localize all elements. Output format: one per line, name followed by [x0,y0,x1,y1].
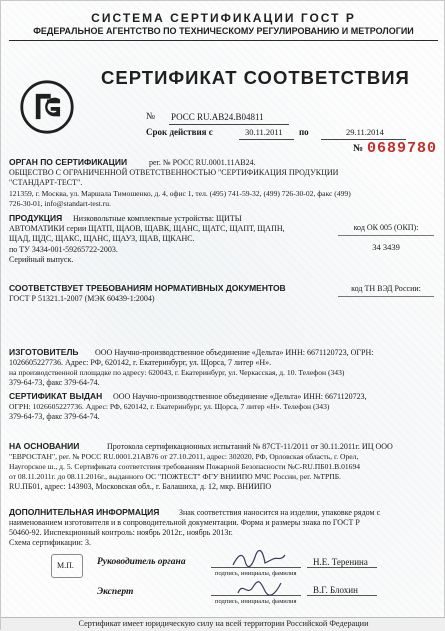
additional-line-1: Знак соответствия наносится на изделии, упаковке рядом с [179,508,381,517]
additional-info-label: ДОПОЛНИТЕЛЬНАЯ ИНФОРМАЦИЯ [9,507,160,517]
additional-line-3: 50460-92. Инспекционный контроль: ноябрь 2012г., ноябрь 2013г. [9,528,233,537]
basis-line-5: RU.ПБ01, адрес: 143903, Московская обл., г. Балашиха, д. 12, мкр. ВНИИПО [9,482,272,491]
organ-line-3: 121359, г. Москва, ул. Маршала Тимошенко, д. 4, офис 1, тел. (495) 741-59-32, (499) 726-30-02, факс (499) [9,189,351,198]
certificate-title: СЕРТИФИКАТ СООТВЕТСТВИЯ [101,67,410,88]
form-number-sign: № [353,143,364,154]
number-underline [169,124,289,125]
okp-label: код ОК 005 (ОКП): [353,223,419,232]
product-line-1: Низковольтные комплектные устройства: ЩИТЫ [73,214,242,223]
system-title: СИСТЕМА СЕРТИФИКАЦИИ ГОСТ Р [91,11,356,25]
footer-text: Сертификат имеет юридическую силу на всей территории Российской Федерации [78,619,369,628]
basis-line-4: от 08.11.2011г. до 08.11.2016г., выданного ОС "ПОЖТЕСТ" ФГУ ВНИИПО МЧС России, рег. №ТРПБ. [9,472,341,481]
organ-line-4: 726-30-01, info@standart-test.ru. [9,199,111,208]
product-label: ПРОДУКЦИЯ [9,213,63,223]
product-line-5: Серийный выпуск. [9,255,74,264]
tnved-rule [338,296,434,297]
organ-label: ОРГАН ПО СЕРТИФИКАЦИИ [9,157,128,167]
organ-line-2: "СТАНДАРТ-ТЕСТ". [9,178,83,187]
basis-label: НА ОСНОВАНИИ [9,441,80,451]
additional-line-4: Схема сертификации: 3. [9,538,91,547]
compliance-standard: ГОСТ Р 51321.1-2007 (МЭК 60439-1:2004) [9,294,155,303]
expert-signature-icon [235,579,285,599]
agency-name: ФЕДЕРАЛЬНОЕ АГЕНТСТВО ПО ТЕХНИЧЕСКОМУ РЕГУЛИРОВАНИЮ И МЕТРОЛОГИИ [33,26,414,36]
issued-to-line-1: ООО Научно-производственное объединение «Дельта» ИНН: 6671120723, [113,392,367,401]
manufacturer-label: ИЗГОТОВИТЕЛЬ [9,347,79,357]
expert-label: Эксперт [97,587,134,597]
additional-line-2: наименованием изготовителя и в сопроводительной документации. Форма и размеры знака по ГОСТ Р [9,518,360,527]
expert-caption: подпись, инициалы, фамилия [215,598,297,605]
basis-line-1: Протокола сертификационных испытаний № 87СТ-11/2011 от 30.11.2011г. ИЦ ООО [107,442,393,451]
organ-reg: рег. № РОСС RU.0001.11AB24. [149,158,256,167]
number-sign: № [146,112,156,122]
validity-label: Срок действия с [146,127,213,137]
tnved-label: код ТН ВЭД России: [351,284,421,293]
valid-from-underline [239,139,294,140]
gost-r-logo-icon [19,79,75,135]
manufacturer-line-4: 379-64-73, факс 379-64-74. [9,378,100,387]
manufacturer-line-2: 1026605227736. Адрес: РФ, 620142, г. Екатеринбург, ул. Щорса, 7 литер «Н». [9,358,272,367]
basis-line-2: "ЕВРОСТАН", рег. № РОСС RU.0001.21АВ76 от 27.10.2011, адрес: 302020, РФ, Орловская область, г. Орел, [9,452,359,461]
issued-to-label: СЕРТИФИКАТ ВЫДАН [9,391,103,401]
manufacturer-line-1: ООО Научно-производственное объединение «Дельта» ИНН: 6671120723, ОГРН: [95,348,374,357]
organ-line-1: ОБЩЕСТВО С ОГРАНИЧЕННОЙ ОТВЕТСТВЕННОСТЬЮ "СЕРТИФИКАЦИЯ ПРОДУКЦИИ [9,168,339,177]
certificate-number: РОСС RU.AB24.B04811 [171,112,264,122]
product-line-4: по ТУ 3434-001-59265722-2003. [9,245,118,254]
head-caption: подпись, инициалы, фамилия [215,570,297,577]
okp-rule [338,235,434,236]
compliance-label: СООТВЕТСТВУЕТ ТРЕБОВАНИЯМ НОРМАТИВНЫХ ДОКУМЕНТОВ [9,283,286,293]
seal-label: М.П. [57,561,74,570]
valid-to-label: по [299,127,309,137]
issued-to-line-3: 379-64-73, факс 379-64-74. [9,412,100,421]
manufacturer-line-3: на производственной площадке по адресу: 620043, г. Екатеринбург, ул. Черкасская, д. 10. Телефон (343) [9,368,345,377]
valid-to: 29.11.2014 [346,127,384,137]
okp-code: 34 3439 [372,242,400,252]
expert-name: В.Г. Блохин [313,585,358,595]
header-rule [9,40,438,41]
basis-line-3: Наугорское ш., д. 5. Сертификата соответствия требованиям Пожарной Безопасности №С-RU.ПБ01.В.01694 [9,462,361,471]
form-serial-number: 0689780 [367,140,438,157]
valid-from: 30.11.2011 [245,127,283,137]
product-line-2: АВТОМАТИКИ серии ЩАТП, ЩАОВ, ЩАВК, ЩАНС, ЩАТС, ЩАПТ, ЩАПН, [9,224,285,233]
issued-to-line-2: ОГРН: 1026605227736. Адрес: РФ, 620142, г. Екатеринбург, ул. Щорса, 7 литер «Н». Телефон (343) [9,402,330,411]
product-line-3: ЩАД, ЩДС, ЩАКС, ЩАНС, ЩАУЗ, ЩАВ, ЩКАНС. [9,234,195,243]
head-signature-icon [229,549,289,571]
head-label: Руководитель органа [97,557,186,567]
head-name: Н.Е. Теренина [313,557,368,567]
